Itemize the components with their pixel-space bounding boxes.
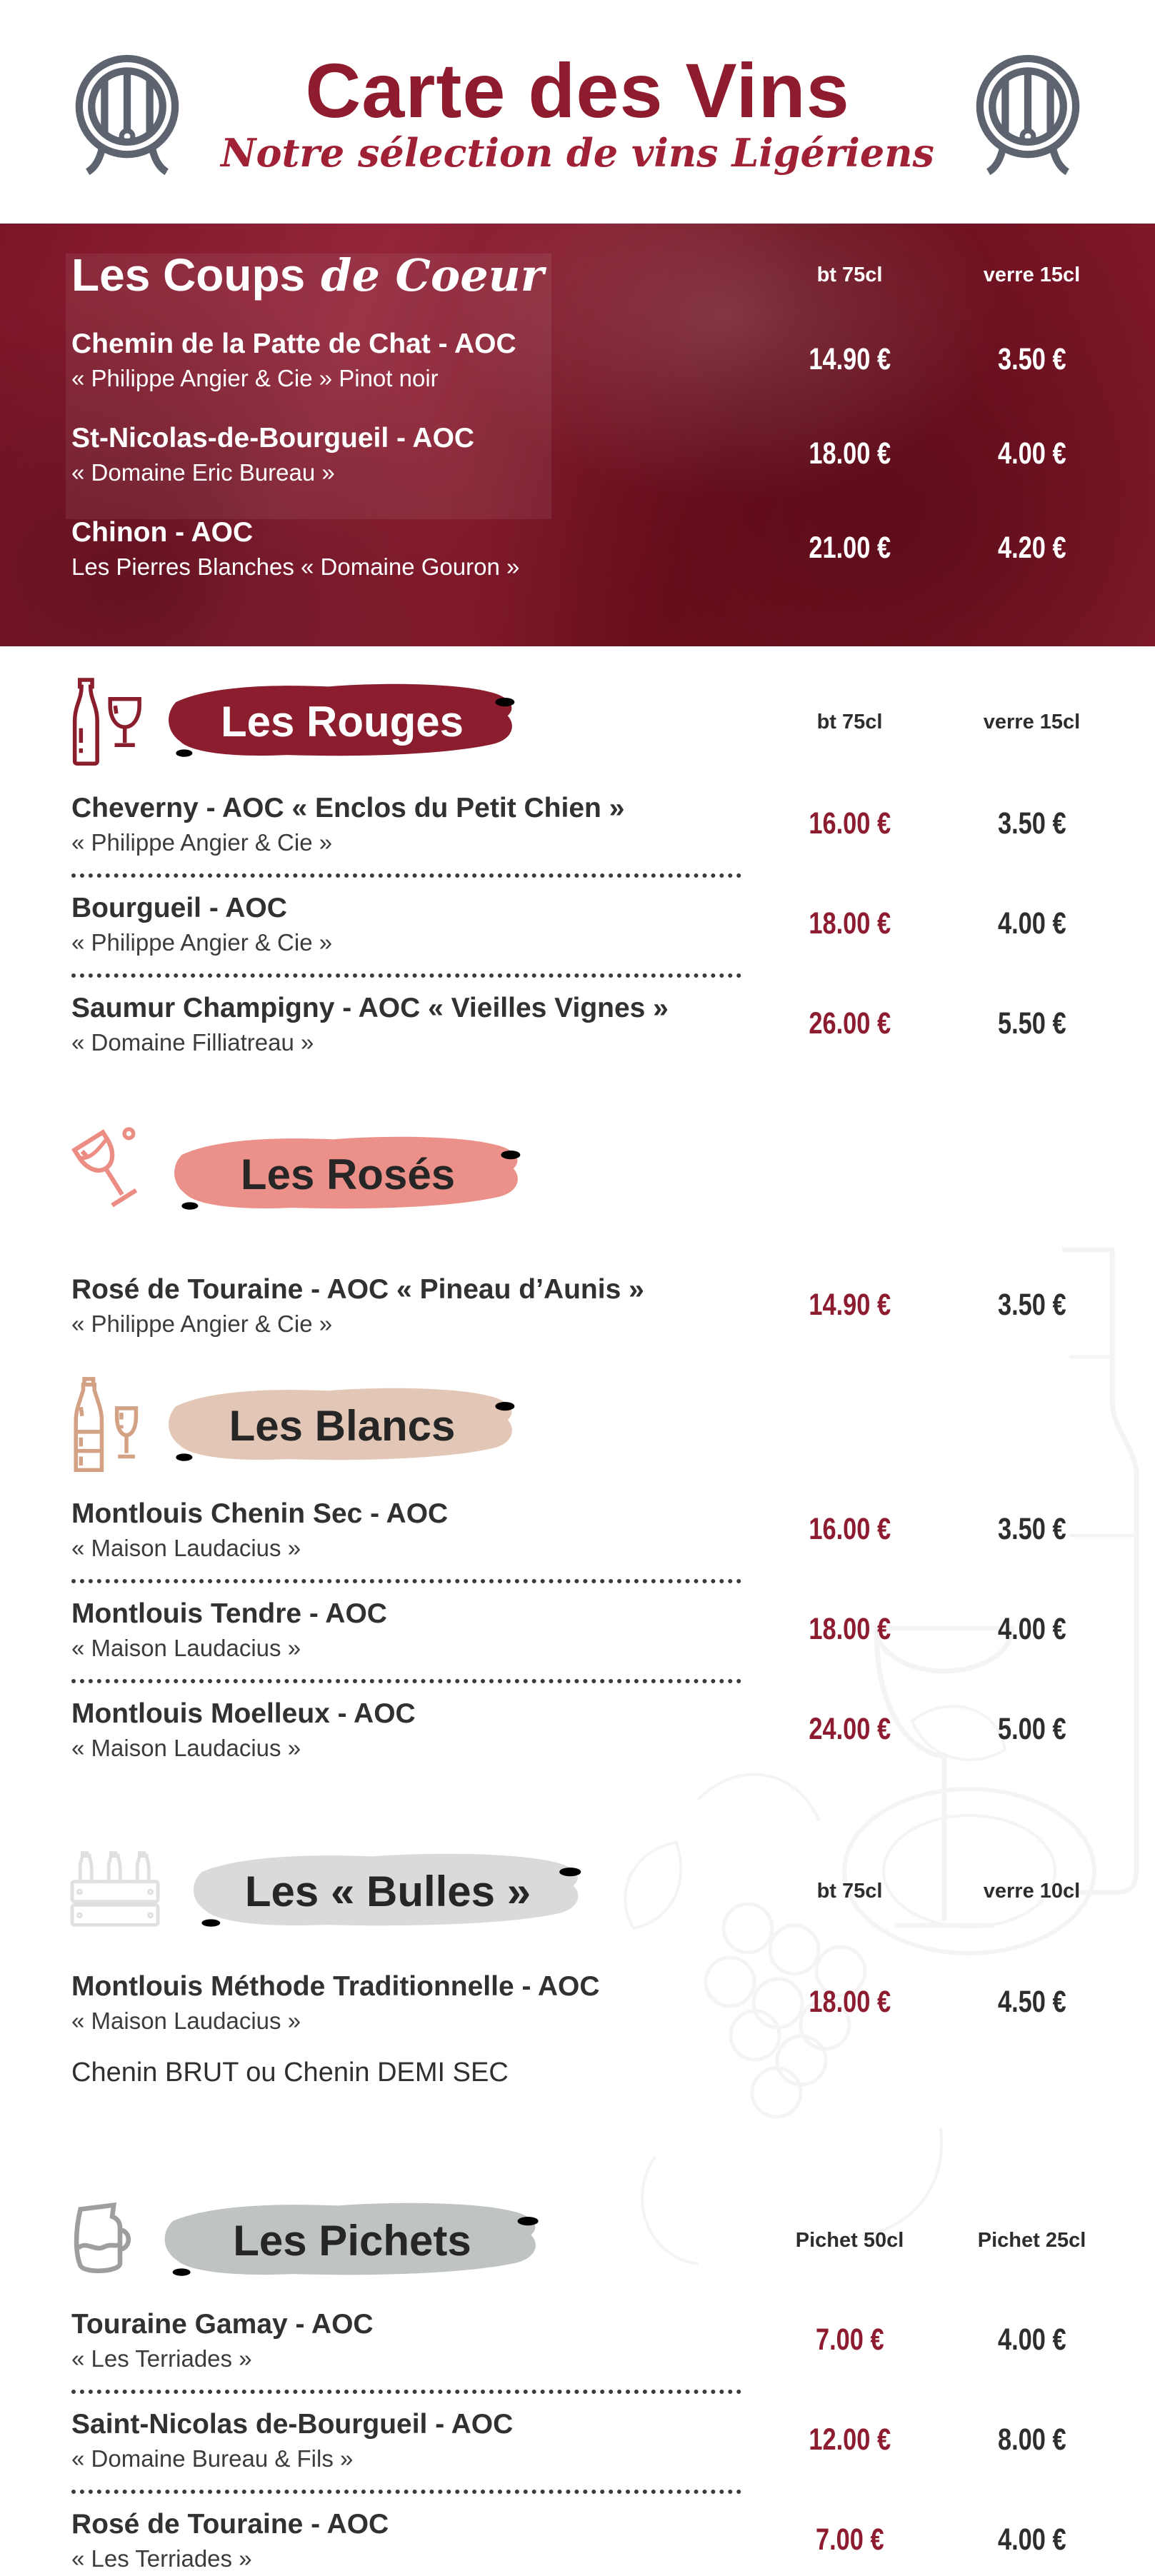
price-bottle: 18.00 € (809, 906, 891, 941)
price-bottle: 18.00 € (809, 436, 891, 471)
price-bottle: 16.00 € (809, 1512, 891, 1547)
dotted-separator (71, 2390, 741, 2394)
wine-detail: « Domaine Eric Bureau » (71, 458, 335, 486)
wine-name: Cheverny - AOC « Enclos du Petit Chien » (71, 793, 625, 823)
dotted-separator (71, 973, 741, 978)
wine-detail: « Domaine Bureau & Fils » (71, 2445, 354, 2472)
wine-detail: « Les Terriades » (71, 2545, 252, 2572)
pitcher-icon (61, 2197, 141, 2285)
section-les-roses (0, 1113, 1155, 1342)
wine-detail: « Philippe Angier & Cie » (71, 928, 333, 956)
price-glass: 3.50 € (997, 1288, 1066, 1323)
brush-title (164, 678, 521, 766)
wine-detail: « Maison Laudacius » (71, 1734, 301, 1761)
price-glass: 5.50 € (997, 1006, 1066, 1041)
wine-name: Saint-Nicolas de-Bourgueil - AOC (71, 2408, 514, 2440)
wine-detail: « Maison Laudacius » (71, 1634, 301, 1661)
section-les-rouges (0, 669, 1155, 1061)
bottle-and-glass-icon (61, 669, 145, 775)
price-pichet-25: 8.00 € (997, 2422, 1066, 2457)
wine-item (71, 888, 1123, 961)
menu-header (0, 0, 1155, 224)
price-glass: 4.00 € (997, 436, 1066, 471)
page-title: Carte des Vins (305, 46, 850, 134)
column-header-pichet-50: Pichet 50cl (795, 2229, 904, 2252)
price-bottle: 14.90 € (809, 1288, 891, 1323)
price-bottle: 16.00 € (809, 806, 891, 841)
page-subtitle: Notre sélection de vins Ligériens (221, 129, 934, 176)
section-title: Les « Bulles » (244, 1867, 531, 1915)
section-title: Les Pichets (233, 2216, 471, 2265)
wine-name: Chinon - AOC (71, 516, 254, 548)
price-pichet-50: 7.00 € (815, 2522, 884, 2557)
wine-detail: « Philippe Angier & Cie » Pinot noir (71, 365, 439, 392)
brush-title (164, 1383, 521, 1470)
wine-item (71, 328, 1123, 392)
wine-name: Montlouis Chenin Sec - AOC (71, 1498, 449, 1529)
price-glass: 3.50 € (997, 1512, 1066, 1547)
column-header-glass: verre 15cl (983, 263, 1081, 286)
wine-detail: « Philippe Angier & Cie » (71, 829, 333, 856)
column-header-bottle: bt 75cl (816, 1880, 883, 1903)
wine-name: Rosé de Touraine - AOC (71, 2508, 389, 2540)
title-block (221, 46, 934, 176)
brush-title (169, 1131, 526, 1218)
wine-item (71, 1493, 1123, 1566)
price-pichet-25: 4.00 € (997, 2522, 1066, 2557)
dotted-separator (71, 873, 741, 878)
price-bottle: 26.00 € (809, 1006, 891, 1041)
brush-title (188, 1848, 588, 1935)
dotted-separator (71, 1579, 741, 1583)
wine-detail: « Philippe Angier & Cie » (71, 1310, 333, 1337)
column-header-glass: verre 15cl (983, 710, 1081, 733)
wine-detail: « Les Terriades » (71, 2345, 252, 2372)
price-glass: 3.50 € (997, 806, 1066, 841)
wine-item (71, 788, 1123, 861)
brush-title (159, 2197, 545, 2285)
wine-item (71, 1966, 1123, 2039)
column-header-glass: verre 10cl (983, 1880, 1081, 1903)
wine-name: Montlouis Méthode Traditionnelle - AOC (71, 1970, 600, 2002)
section-title: Les Rosés (240, 1150, 456, 1198)
section-title: Les Blancs (229, 1401, 456, 1450)
rose-wine-glass-icon (61, 1113, 151, 1236)
section-les-blancs (0, 1372, 1155, 1766)
bottle-and-flute-icon (61, 1372, 145, 1480)
wine-item (71, 2504, 1123, 2576)
price-glass: 4.20 € (997, 531, 1066, 566)
price-bottle: 18.00 € (809, 1985, 891, 2020)
price-bottle: 14.90 € (809, 342, 891, 377)
wine-item (71, 2304, 1123, 2377)
column-header-bottle: bt 75cl (816, 710, 883, 733)
section-title: Les Rouges (220, 698, 464, 746)
price-pichet-50: 12.00 € (809, 2422, 891, 2457)
wine-name: Bourgueil - AOC (71, 892, 287, 923)
price-glass: 4.00 € (997, 906, 1066, 941)
price-pichet-50: 7.00 € (815, 2322, 884, 2357)
section-les-bulles (0, 1846, 1155, 2088)
wine-item (71, 1269, 1123, 1342)
wine-item (71, 988, 1123, 1061)
featured-title (71, 249, 759, 301)
column-header-bottle: bt 75cl (816, 263, 883, 286)
price-glass: 5.00 € (997, 1712, 1066, 1747)
wine-name: Saumur Champigny - AOC « Vieilles Vignes » (71, 992, 669, 1023)
dotted-separator (71, 2490, 741, 2494)
wine-item (71, 1693, 1123, 1766)
price-pichet-25: 4.00 € (997, 2322, 1066, 2357)
wine-item (71, 422, 1123, 486)
section-note: Chenin BRUT ou Chenin DEMI SEC (71, 2057, 509, 2088)
barrel-icon (971, 46, 1084, 179)
price-bottle: 18.00 € (809, 1612, 891, 1647)
section-coups-de-coeur (0, 224, 1155, 646)
price-glass: 3.50 € (997, 342, 1066, 377)
wine-name: Montlouis Tendre - AOC (71, 1598, 387, 1629)
featured-title-main: Les Coups (71, 249, 306, 301)
featured-title-script: de Coeur (321, 249, 544, 301)
price-bottle: 21.00 € (809, 531, 891, 566)
price-glass: 4.50 € (997, 1985, 1066, 2020)
wine-name: St-Nicolas-de-Bourgueil - AOC (71, 422, 475, 453)
bottle-crate-icon (61, 1846, 169, 1938)
wine-name: Chemin de la Patte de Chat - AOC (71, 329, 516, 359)
wine-name: Touraine Gamay - AOC (71, 2308, 374, 2340)
wine-detail: Les Pierres Blanches « Domaine Gouron » (71, 553, 520, 580)
column-header-pichet-25: Pichet 25cl (977, 2229, 1086, 2252)
wine-item (71, 516, 1123, 581)
section-les-pichets (0, 2197, 1155, 2576)
wine-name: Rosé de Touraine - AOC « Pineau d’Aunis » (71, 1273, 644, 1305)
dotted-separator (71, 1679, 741, 1683)
wine-detail: « Maison Laudacius » (71, 2007, 301, 2034)
wine-detail: « Domaine Filliatreau » (71, 1028, 314, 1056)
wine-item (71, 1593, 1123, 1666)
price-bottle: 24.00 € (809, 1712, 891, 1747)
barrel-icon (71, 46, 184, 179)
wine-item (71, 2404, 1123, 2477)
price-glass: 4.00 € (997, 1612, 1066, 1647)
wine-detail: « Maison Laudacius » (71, 1534, 301, 1561)
wine-name: Montlouis Moelleux - AOC (71, 1698, 416, 1729)
